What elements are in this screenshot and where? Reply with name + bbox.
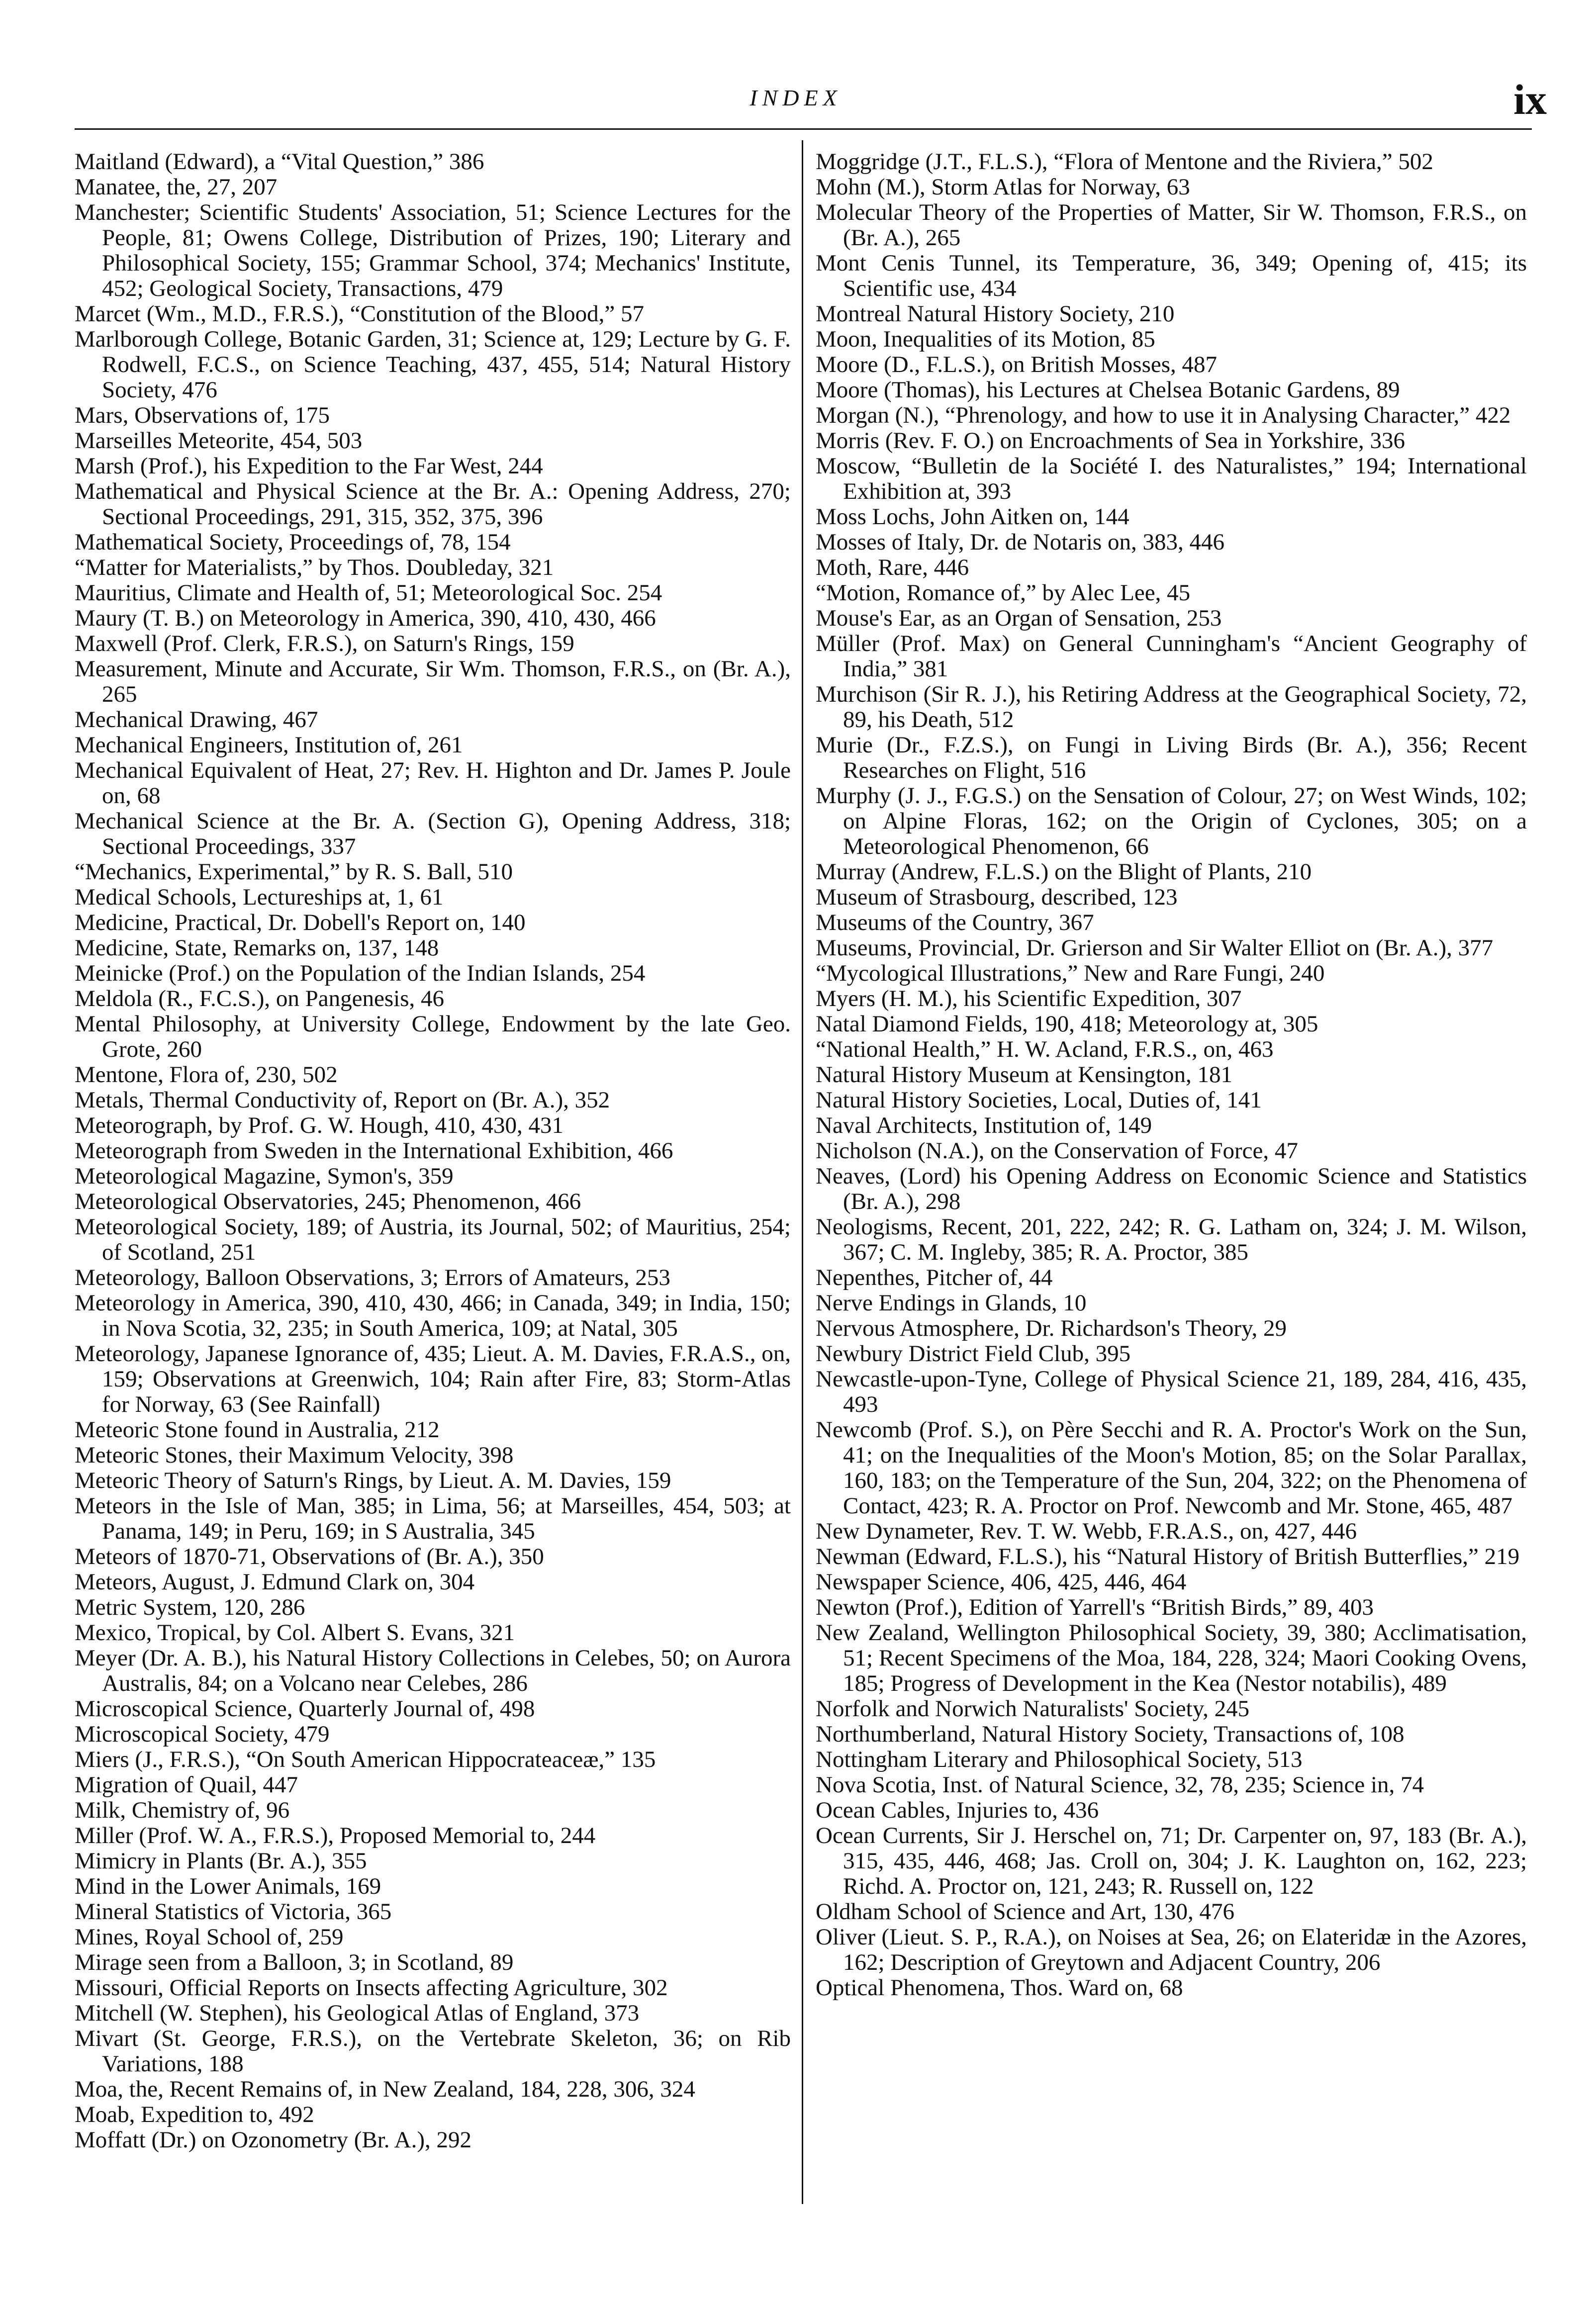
index-entry: Natal Diamond Fields, 190, 418; Meteorology at, 305 — [816, 1011, 1318, 1037]
index-entry: Migration of Quail, 447 — [75, 1772, 298, 1798]
index-entry: Medicine, State, Remarks on, 137, 148 — [75, 935, 439, 961]
index-entry: Meteorological Magazine, Symon's, 359 — [75, 1163, 454, 1189]
index-column-right — [816, 149, 1527, 2001]
index-entry: Mosses of Italy, Dr. de Notaris on, 383, 446 — [816, 529, 1224, 555]
index-entry: Miers (J., F.R.S.), “On South American Hippocrateaceæ,” 135 — [75, 1747, 656, 1772]
index-entry: Moscow, “Bulletin de la Société I. des Naturalistes,” 194; International Exhibition at, 393 — [816, 453, 1527, 504]
index-entry: New Dynameter, Rev. T. W. Webb, F.R.A.S., on, 427, 446 — [816, 1518, 1357, 1544]
index-entry: Medicine, Practical, Dr. Dobell's Report on, 140 — [75, 910, 526, 935]
index-entry: Mines, Royal School of, 259 — [75, 1924, 344, 1950]
index-entry: Moore (D., F.L.S.), on British Mosses, 487 — [816, 352, 1218, 377]
page-number: ix — [1513, 76, 1547, 123]
index-entry: “Mechanics, Experimental,” by R. S. Ball, 510 — [75, 859, 513, 885]
index-entry: Murie (Dr., F.Z.S.), on Fungi in Living Birds (Br. A.), 356; Recent Researches on Flight, 516 — [816, 732, 1527, 783]
index-entry: Newcastle-upon-Tyne, College of Physical Science 21, 189, 284, 416, 435, 493 — [816, 1366, 1527, 1417]
index-entry: Moab, Expedition to, 492 — [75, 2102, 314, 2127]
index-entry: Nepenthes, Pitcher of, 44 — [816, 1265, 1053, 1291]
index-entry: Northumberland, Natural History Society, Transactions of, 108 — [816, 1721, 1405, 1747]
index-entry: Morgan (N.), “Phrenology, and how to use it in Analysing Character,” 422 — [816, 402, 1511, 428]
index-entry: Moffatt (Dr.) on Ozonometry (Br. A.), 292 — [75, 2127, 472, 2153]
index-entry: Moss Lochs, John Aitken on, 144 — [816, 504, 1129, 530]
index-entry: Manatee, the, 27, 207 — [75, 174, 278, 200]
index-entry: Neaves, (Lord) his Opening Address on Economic Science and Statistics (Br. A.), 298 — [816, 1163, 1527, 1214]
index-entry: Mechanical Engineers, Institution of, 261 — [75, 732, 463, 758]
index-entry: Mivart (St. George, F.R.S.), on the Vertebrate Skeleton, 36; on Rib Variations, 188 — [75, 2026, 791, 2077]
index-entry: Meteorograph from Sweden in the International Exhibition, 466 — [75, 1138, 673, 1164]
index-entry: Mars, Observations of, 175 — [75, 402, 330, 428]
index-entry: Meteorology, Balloon Observations, 3; Errors of Amateurs, 253 — [75, 1265, 670, 1291]
index-entry: Meteoric Stone found in Australia, 212 — [75, 1417, 440, 1443]
index-entry: Meyer (Dr. A. B.), his Natural History Collections in Celebes, 50; on Aurora Australis, 84; on a Volcano near Celebes, 286 — [75, 1645, 791, 1696]
index-entry: Müller (Prof. Max) on General Cunningham's “Ancient Geography of India,” 381 — [816, 631, 1527, 682]
index-entry: “Matter for Materialists,” by Thos. Doubleday, 321 — [75, 554, 554, 580]
header-rule — [75, 128, 1532, 130]
index-entry: Museum of Strasbourg, described, 123 — [816, 884, 1178, 910]
index-entry: Metric System, 120, 286 — [75, 1594, 305, 1620]
index-entry: Meteors of 1870-71, Observations of (Br. A.), 350 — [75, 1544, 544, 1569]
index-entry: Meinicke (Prof.) on the Population of the Indian Islands, 254 — [75, 960, 646, 986]
index-entry: Metals, Thermal Conductivity of, Report on (Br. A.), 352 — [75, 1087, 610, 1113]
index-entry: Meteorological Observatories, 245; Phenomenon, 466 — [75, 1189, 581, 1214]
index-entry: Nova Scotia, Inst. of Natural Science, 32, 78, 235; Science in, 74 — [816, 1772, 1424, 1798]
index-entry: Optical Phenomena, Thos. Ward on, 68 — [816, 1975, 1183, 2001]
column-divider — [802, 140, 803, 2204]
index-entry: Museums, Provincial, Dr. Grierson and Sir Walter Elliot on (Br. A.), 377 — [816, 935, 1494, 961]
index-entry: Natural History Societies, Local, Duties of, 141 — [816, 1087, 1262, 1113]
index-entry: Montreal Natural History Society, 210 — [816, 301, 1175, 327]
index-entry: Moth, Rare, 446 — [816, 554, 969, 580]
index-entry: Mathematical and Physical Science at the Br. A.: Opening Address, 270; Sectional Proceedings, 291, 315, 352, 375, 396 — [75, 478, 791, 530]
index-entry: Maxwell (Prof. Clerk, F.R.S.), on Saturn's Rings, 159 — [75, 631, 574, 656]
index-entry: Marsh (Prof.), his Expedition to the Far West, 244 — [75, 453, 543, 479]
index-entry: Meteors, August, J. Edmund Clark on, 304 — [75, 1569, 475, 1595]
index-entry: Meteorology in America, 390, 410, 430, 466; in Canada, 349; in India, 150; in Nova Scotia, 32, 235; in South America, 109; at Natal, 305 — [75, 1290, 791, 1341]
index-entry: Missouri, Official Reports on Insects affecting Agriculture, 302 — [75, 1975, 668, 2001]
index-entry: Neologisms, Recent, 201, 222, 242; R. G. Latham on, 324; J. M. Wilson, 367; C. M. Ingleby, 385; R. A. Proctor, 385 — [816, 1214, 1527, 1265]
index-entry: Ocean Currents, Sir J. Herschel on, 71; Dr. Carpenter on, 97, 183 (Br. A.), 315, 435, 446, 468; Jas. Croll on, 304; J. K. Laughton on, 162, 223; Richd. A. Proctor on, 121, 243; R. Russell on, 122 — [816, 1823, 1527, 1899]
index-entry: Nervous Atmosphere, Dr. Richardson's Theory, 29 — [816, 1315, 1287, 1341]
index-entry: Manchester; Scientific Students' Association, 51; Science Lectures for the People, 81; Owens College, Distribution of Prizes, 190; Literary and Philosophical Society, 155; Grammar School, 374; Mechanics' Institute, 452; Geological Society, Transactions, 479 — [75, 199, 791, 301]
index-entry: Norfolk and Norwich Naturalists' Society, 245 — [816, 1696, 1250, 1722]
index-entry: Natural History Museum at Kensington, 181 — [816, 1062, 1233, 1088]
index-entry: Medical Schools, Lectureships at, 1, 61 — [75, 884, 444, 910]
index-entry: Mexico, Tropical, by Col. Albert S. Evans, 321 — [75, 1620, 515, 1646]
index-entry: Mind in the Lower Animals, 169 — [75, 1873, 381, 1899]
index-entry: Myers (H. M.), his Scientific Expedition, 307 — [816, 986, 1242, 1012]
index-entry: Miller (Prof. W. A., F.R.S.), Proposed Memorial to, 244 — [75, 1823, 596, 1848]
index-entry: Newcomb (Prof. S.), on Père Secchi and R. A. Proctor's Work on the Sun, 41; on the Inequalities of the Moon's Motion, 85; on the Solar Parallax, 160, 183; on the Temperature of the Sun, 204, 322; on the Phenomena of Contact, 423; R. A. Proctor on Prof. Newcomb and Mr. Stone, 465, 487 — [816, 1417, 1527, 1519]
index-entry: Oliver (Lieut. S. P., R.A.), on Noises at Sea, 26; on Elateridæ in the Azores, 162; Description of Greytown and Adjacent Country, 206 — [816, 1924, 1527, 1975]
index-entry: Meteorological Society, 189; of Austria, its Journal, 502; of Mauritius, 254; of Scotland, 251 — [75, 1214, 791, 1265]
index-entry: Newspaper Science, 406, 425, 446, 464 — [816, 1569, 1187, 1595]
index-entry: Meldola (R., F.C.S.), on Pangenesis, 46 — [75, 986, 445, 1012]
index-entry: Museums of the Country, 367 — [816, 910, 1094, 935]
index-entry: Mirage seen from a Balloon, 3; in Scotland, 89 — [75, 1949, 514, 1975]
index-entry: Meteoric Theory of Saturn's Rings, by Lieut. A. M. Davies, 159 — [75, 1468, 671, 1493]
index-entry: Mechanical Drawing, 467 — [75, 707, 318, 733]
index-entry: Moore (Thomas), his Lectures at Chelsea Botanic Gardens, 89 — [816, 377, 1400, 403]
running-title: INDEX — [750, 85, 842, 110]
running-head — [0, 75, 1596, 123]
index-entry: Meteors in the Isle of Man, 385; in Lima, 56; at Marseilles, 454, 503; at Panama, 149; in Peru, 169; in S Australia, 345 — [75, 1493, 791, 1544]
index-entry: Marlborough College, Botanic Garden, 31; Science at, 129; Lecture by G. F. Rodwell, F.C.S., on Science Teaching, 437, 455, 514; Natural History Society, 476 — [75, 326, 791, 403]
index-entry: Mental Philosophy, at University College, Endowment by the late Geo. Grote, 260 — [75, 1011, 791, 1062]
index-entry: Microscopical Society, 479 — [75, 1721, 330, 1747]
index-entry: Maitland (Edward), a “Vital Question,” 386 — [75, 149, 484, 175]
index-entry: Maury (T. B.) on Meteorology in America, 390, 410, 430, 466 — [75, 605, 656, 631]
index-entry: New Zealand, Wellington Philosophical Society, 39, 380; Acclimatisation, 51; Recent Specimens of the Moa, 184, 228, 324; Maori Cooking Ovens, 185; Progress of Development in the Kea (Nestor notabilis), 489 — [816, 1620, 1527, 1696]
index-entry: Marcet (Wm., M.D., F.R.S.), “Constitution of the Blood,” 57 — [75, 301, 645, 327]
index-entry: Measurement, Minute and Accurate, Sir Wm. Thomson, F.R.S., on (Br. A.), 265 — [75, 656, 791, 707]
index-entry: Nottingham Literary and Philosophical Society, 513 — [816, 1747, 1303, 1772]
index-entry: Marseilles Meteorite, 454, 503 — [75, 428, 363, 454]
index-entry: Newbury District Field Club, 395 — [816, 1341, 1131, 1367]
index-entry: Mitchell (W. Stephen), his Geological Atlas of England, 373 — [75, 2000, 640, 2026]
index-entry: Mimicry in Plants (Br. A.), 355 — [75, 1848, 367, 1874]
index-entry: Newton (Prof.), Edition of Yarrell's “British Birds,” 89, 403 — [816, 1594, 1374, 1620]
index-entry: Meteorology, Japanese Ignorance of, 435; Lieut. A. M. Davies, F.R.A.S., on, 159; Observations at Greenwich, 104; Rain after Fire, 83; Storm-Atlas for Norway, 63 (See Rainfall) — [75, 1341, 791, 1417]
index-entry: Moa, the, Recent Remains of, in New Zealand, 184, 228, 306, 324 — [75, 2076, 695, 2102]
index-entry: Microscopical Science, Quarterly Journal of, 498 — [75, 1696, 535, 1722]
index-entry: “Motion, Romance of,” by Alec Lee, 45 — [816, 580, 1191, 606]
index-entry: “National Health,” H. W. Acland, F.R.S., on, 463 — [816, 1036, 1274, 1062]
index-entry: Murray (Andrew, F.L.S.) on the Blight of Plants, 210 — [816, 859, 1312, 885]
index-entry: Mauritius, Climate and Health of, 51; Meteorological Soc. 254 — [75, 580, 662, 606]
index-entry: Mont Cenis Tunnel, its Temperature, 36, 349; Opening of, 415; its Scientific use, 434 — [816, 250, 1527, 301]
index-entry: Murphy (J. J., F.G.S.) on the Sensation of Colour, 27; on West Winds, 102; on Alpine Floras, 162; on the Origin of Cyclones, 305; on a Meteorological Phenomenon, 66 — [816, 783, 1527, 859]
index-entry: Mechanical Science at the Br. A. (Section G), Opening Address, 318; Sectional Proceedings, 337 — [75, 808, 791, 859]
index-entry: Morris (Rev. F. O.) on Encroachments of Sea in Yorkshire, 336 — [816, 428, 1406, 454]
index-entry: Mineral Statistics of Victoria, 365 — [75, 1899, 392, 1925]
index-entry: Mohn (M.), Storm Atlas for Norway, 63 — [816, 174, 1190, 200]
index-entry: Ocean Cables, Injuries to, 436 — [816, 1797, 1099, 1823]
index-entry: Naval Architects, Institution of, 149 — [816, 1112, 1152, 1138]
index-entry: “Mycological Illustrations,” New and Rare Fungi, 240 — [816, 960, 1325, 986]
index-entry: Newman (Edward, F.L.S.), his “Natural History of British Butterflies,” 219 — [816, 1544, 1520, 1569]
index-entry: Milk, Chemistry of, 96 — [75, 1797, 290, 1823]
index-entry: Nicholson (N.A.), on the Conservation of Force, 47 — [816, 1138, 1298, 1164]
index-entry: Moon, Inequalities of its Motion, 85 — [816, 326, 1155, 352]
index-entry: Oldham School of Science and Art, 130, 476 — [816, 1899, 1234, 1925]
index-entry: Mechanical Equivalent of Heat, 27; Rev. H. Highton and Dr. James P. Joule on, 68 — [75, 757, 791, 809]
index-entry: Mathematical Society, Proceedings of, 78, 154 — [75, 529, 511, 555]
index-entry: Mentone, Flora of, 230, 502 — [75, 1062, 338, 1088]
index-entry: Nerve Endings in Glands, 10 — [816, 1290, 1087, 1316]
index-entry: Mouse's Ear, as an Organ of Sensation, 253 — [816, 605, 1222, 631]
index-entry: Murchison (Sir R. J.), his Retiring Address at the Geographical Society, 72, 89, his Death, 512 — [816, 681, 1527, 733]
index-entry: Meteorograph, by Prof. G. W. Hough, 410, 430, 431 — [75, 1112, 564, 1138]
index-entry: Moggridge (J.T., F.L.S.), “Flora of Mentone and the Riviera,” 502 — [816, 149, 1433, 175]
index-entry: Molecular Theory of the Properties of Matter, Sir W. Thomson, F.R.S., on (Br. A.), 265 — [816, 199, 1527, 251]
index-entry: Meteoric Stones, their Maximum Velocity, 398 — [75, 1442, 514, 1468]
index-column-left — [75, 149, 791, 2153]
